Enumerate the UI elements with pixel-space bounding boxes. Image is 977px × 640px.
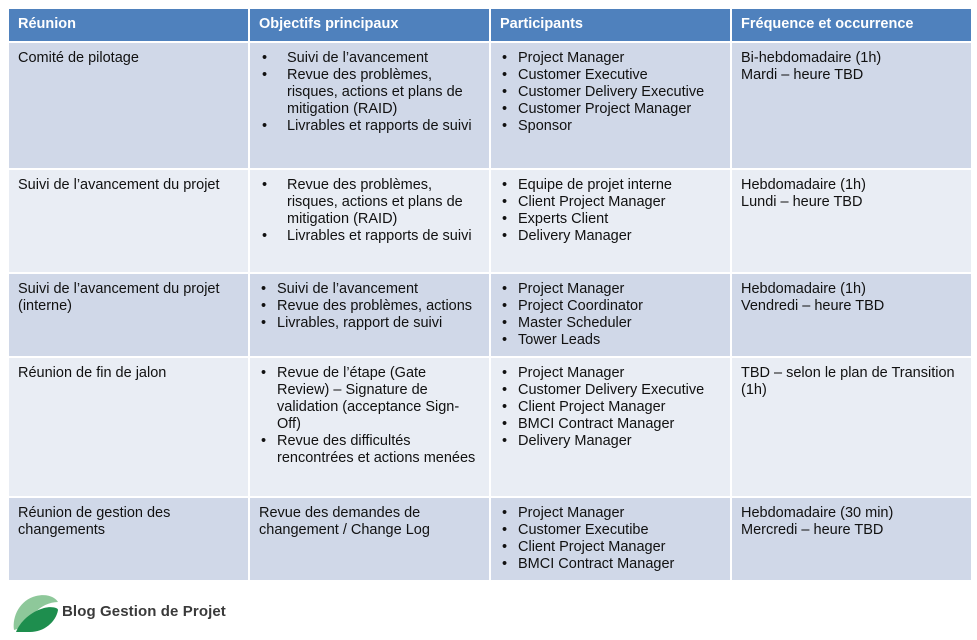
frequence-line: Vendredi – heure TBD (741, 298, 885, 314)
table-row (8, 273, 972, 357)
frequence-line: Lundi – heure TBD (741, 194, 863, 210)
list-item: • Livrables et rapports de suivi (259, 228, 480, 245)
list-item: • Project Manager (500, 365, 721, 382)
list-item: • Project Manager (500, 50, 721, 67)
participants-cell (490, 497, 731, 581)
frequence-line: Hebdomadaire (1h) (741, 177, 866, 193)
list-item: • Client Project Manager (500, 399, 721, 416)
list-item: • Client Project Manager (500, 194, 721, 211)
list-item: • Sponsor (500, 118, 721, 135)
frequence-line: Bi-hebdomadaire (1h) (741, 50, 882, 66)
header-objectifs: Objectifs principaux (249, 8, 490, 42)
list-item: • Project Manager (500, 505, 721, 522)
list-item: • Livrables, rapport de suivi (259, 315, 480, 332)
list-item: • Master Scheduler (500, 315, 721, 332)
frequence-line: Hebdomadaire (1h) (741, 281, 866, 297)
list-item: • Revue de l’étape (Gate Review) – Signature de validation (acceptance Sign-Off) (259, 365, 480, 433)
objectifs-cell: Revue des demandes de changement / Change Log (249, 497, 490, 581)
reunion-cell: Suivi de l’avancement du projet (8, 169, 249, 273)
list-item: • Customer Delivery Executive (500, 84, 721, 101)
list-item: • Experts Client (500, 211, 721, 228)
list-item: • Customer Executive (500, 67, 721, 84)
list-item: • Customer Project Manager (500, 101, 721, 118)
list-item: • Revue des problèmes, risques, actions et plans de mitigation (RAID) (259, 67, 480, 118)
table-row (8, 169, 972, 273)
list-item: • Client Project Manager (500, 539, 721, 556)
reunion-cell: Réunion de gestion des changements (8, 497, 249, 581)
frequence-cell (731, 42, 972, 169)
objectifs-cell (249, 169, 490, 273)
objectifs-cell (249, 357, 490, 497)
list-item: • Tower Leads (500, 332, 721, 349)
list-item: • Delivery Manager (500, 433, 721, 450)
header-frequence: Fréquence et occurrence (731, 8, 972, 42)
header-reunion: Réunion (8, 8, 249, 42)
participants-cell (490, 357, 731, 497)
frequence-line: TBD – selon le plan de Transition (1h) (741, 365, 955, 398)
objectifs-cell (249, 42, 490, 169)
list-item: • Equipe de projet interne (500, 177, 721, 194)
list-item: • Suivi de l’avancement (259, 281, 480, 298)
frequence-cell (731, 169, 972, 273)
reunion-cell: Comité de pilotage (8, 42, 249, 169)
reunion-cell: Suivi de l’avancement du projet (interne) (8, 273, 249, 357)
leaf-logo-icon (10, 592, 60, 634)
list-item: • Revue des problèmes, risques, actions et plans de mitigation (RAID) (259, 177, 480, 228)
list-item: • Delivery Manager (500, 228, 721, 245)
frequence-cell (731, 273, 972, 357)
brand-name: Blog Gestion de Projet (62, 603, 226, 620)
list-item: • Project Manager (500, 281, 721, 298)
frequence-cell (731, 357, 972, 497)
list-item: • Customer Delivery Executive (500, 382, 721, 399)
list-item: • Customer Executibe (500, 522, 721, 539)
list-item: • BMCI Contract Manager (500, 556, 721, 573)
participants-cell (490, 42, 731, 169)
table-row (8, 497, 972, 581)
table-row (8, 42, 972, 169)
frequence-line: Mercredi – heure TBD (741, 522, 884, 538)
participants-cell (490, 273, 731, 357)
list-item: • Project Coordinator (500, 298, 721, 315)
meetings-table (7, 7, 973, 582)
list-item: • Livrables et rapports de suivi (259, 118, 480, 135)
header-participants: Participants (490, 8, 731, 42)
list-item: • Revue des difficultés rencontrées et actions menées (259, 433, 480, 467)
frequence-cell (731, 497, 972, 581)
frequence-line: Hebdomadaire (30 min) (741, 505, 894, 521)
frequence-line: Mardi – heure TBD (741, 67, 864, 83)
reunion-cell: Réunion de fin de jalon (8, 357, 249, 497)
list-item: • Suivi de l’avancement (259, 50, 480, 67)
objectifs-cell (249, 273, 490, 357)
list-item: • Revue des problèmes, actions (259, 298, 480, 315)
participants-cell (490, 169, 731, 273)
table-row (8, 357, 972, 497)
table-header-row (8, 8, 972, 42)
list-item: • BMCI Contract Manager (500, 416, 721, 433)
